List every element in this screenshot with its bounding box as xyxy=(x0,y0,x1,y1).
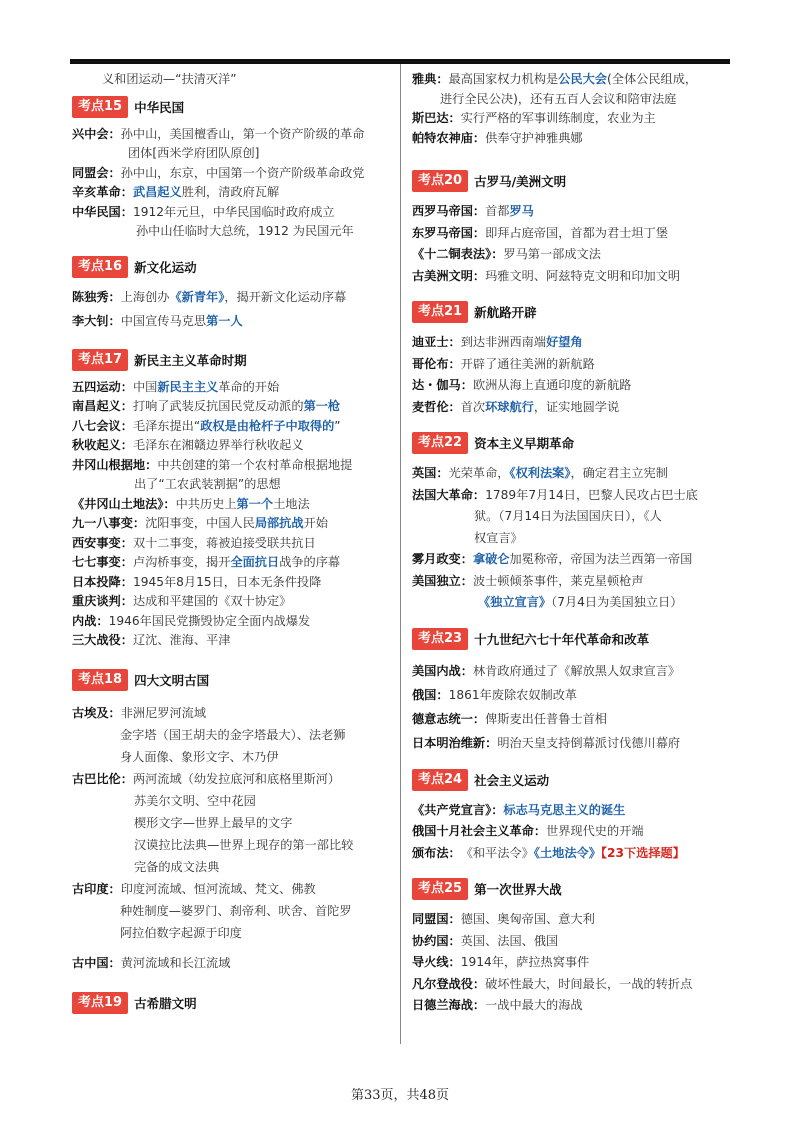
entry-label: 日本投降： xyxy=(72,574,133,589)
section-21-heading xyxy=(412,301,730,323)
entry-text: 欧洲从海上直通印度的新航路 xyxy=(472,378,632,392)
entry-wuyue xyxy=(412,549,730,571)
section-title: 第一次世界大战 xyxy=(474,882,562,897)
entry-lidazhao xyxy=(72,309,394,333)
section-19 xyxy=(72,992,394,1014)
entry-label: 西罗马帝国： xyxy=(412,204,486,218)
entry-label: 南昌起义： xyxy=(72,399,133,413)
section-25 xyxy=(412,878,730,1017)
entry-label: 英国： xyxy=(412,466,449,480)
entry-yadian xyxy=(412,70,730,90)
entry-continuation: 种姓制度—婆罗门、刹帝利、吠舍、首陀罗 xyxy=(120,903,352,918)
entry-eguo xyxy=(412,683,730,707)
entry-faguo xyxy=(412,485,730,507)
entry-text: 卢沟桥事变，揭开 xyxy=(132,555,231,569)
section-20-heading xyxy=(412,170,730,192)
highlight: 《新青年》 xyxy=(169,289,225,304)
section-title: 社会主义运动 xyxy=(474,772,550,788)
entry-label: 西安事变： xyxy=(72,535,133,550)
entry-neizhan xyxy=(72,612,394,632)
entry-deyizhi xyxy=(412,707,730,731)
entry-text: 印度河流域、恒河流域、梵文、佛教 xyxy=(120,881,316,896)
entry-text: 林肯政府通过了《解放黑人奴隶宣言》 xyxy=(472,663,681,678)
entry-text: 毛泽东提出“ xyxy=(132,418,201,433)
section-20 xyxy=(412,170,730,287)
entry-text: 波士顿倾茶事件，莱克星顿枪声 xyxy=(472,573,644,588)
entry-ribentouxiang xyxy=(72,573,394,593)
entry-fanerdeng xyxy=(412,974,730,996)
entry-label: 斯巴达： xyxy=(412,111,461,125)
section-17-heading xyxy=(72,349,394,371)
highlight: 《权利法案》 xyxy=(509,466,571,480)
entry-meiguoneizhan xyxy=(412,659,730,683)
entry-gu-yindu xyxy=(72,878,394,900)
entry-label: 三大战役： xyxy=(72,633,133,647)
entry-dongluoma xyxy=(412,223,730,245)
section-16-heading xyxy=(72,256,394,278)
exam-tag: 【23下选择题】 xyxy=(600,845,685,860)
entry-text: ” xyxy=(334,418,341,433)
entry-text: 打响了武装反抗国民党反动派的 xyxy=(132,399,304,413)
section-title: 古罗马/美洲文明 xyxy=(474,174,567,189)
entry-gu-babilun xyxy=(72,768,394,790)
entry-text: 两河流域（幼发拉底河和底格里斯河） xyxy=(132,771,341,786)
entry-text: 最高国家权力机构是 xyxy=(448,72,559,86)
page-number: 第33页，共48页 xyxy=(350,1088,450,1103)
entry-text: 孙中山，美国檀香山，第一个资产阶级的革命 xyxy=(120,126,365,141)
highlight: 好望角 xyxy=(546,335,583,349)
section-title: 古希腊文明 xyxy=(134,995,197,1011)
entry-xingzhonghui xyxy=(72,125,394,145)
entry-label: 协约国： xyxy=(412,933,461,948)
entry-label: 美国独立： xyxy=(412,573,473,588)
section-badge: 考点25 xyxy=(412,878,468,900)
entry-text: 1945年8月15日，日本无条件投降 xyxy=(132,574,322,589)
entry-tongmengguo xyxy=(412,909,730,931)
entry-text: 中共创建的第一个农村革命根据地提 xyxy=(157,457,353,472)
entry-sandazhanyi xyxy=(72,631,394,651)
entry-banbufa xyxy=(412,843,730,865)
column-divider xyxy=(400,64,401,1044)
entry-text: 胜利，清政府瓦解 xyxy=(181,185,280,199)
entry-text: 达成和平建国的《双十协定》 xyxy=(132,594,292,608)
entry-text: ，确定君主立宪制 xyxy=(570,466,668,480)
entry-text: 战争的序幕 xyxy=(279,555,341,569)
highlight: 罗马 xyxy=(509,204,534,218)
entry-yingguo xyxy=(412,463,730,485)
highlight: 《土地法令》 xyxy=(533,845,601,860)
entry-text: 沈阳事变，中国人民 xyxy=(145,516,255,530)
entry-text: 玛雅文明、阿兹特克文明和印加文明 xyxy=(485,268,681,283)
entry-sibada xyxy=(412,109,730,129)
entry-text: 革命的开始 xyxy=(218,379,280,394)
entry-label: 俄国十月社会主义革命： xyxy=(412,824,547,838)
entry-label: 俄国： xyxy=(412,687,449,702)
entry-text: 俾斯麦出任普鲁士首相 xyxy=(485,711,607,726)
section-22 xyxy=(412,432,730,614)
entry-label: 哥伦布： xyxy=(412,356,461,371)
section-18-heading xyxy=(72,669,394,691)
entry-shiertongbiaofa xyxy=(412,244,730,266)
entry-continuation: 楔形文字—世界上最早的文字 xyxy=(134,815,293,830)
entry-continuation: 权宣言》 xyxy=(474,530,523,545)
entry-gu-zhongguo xyxy=(72,952,394,974)
entry-continuation: 团体[西米学府团队原创] xyxy=(128,146,260,160)
entry-text: 中国宣传马克思 xyxy=(120,313,207,328)
entry-text: 1861年废除农奴制改革 xyxy=(448,687,578,702)
section-title: 新民主主义革命时期 xyxy=(134,352,247,368)
entry-text: 1914年，萨拉热窝事件 xyxy=(460,955,590,969)
entry-text: 1912年元旦，中华民国临时政府成立 xyxy=(132,204,335,219)
highlight: 第一枪 xyxy=(303,399,341,413)
entry-label: 重庆谈判： xyxy=(72,594,133,608)
highlight: 环球航行 xyxy=(485,399,534,414)
left-column xyxy=(72,70,394,1021)
section-22-heading xyxy=(412,432,730,454)
entry-label: 七七事变： xyxy=(72,555,133,569)
entry-baqi xyxy=(72,417,394,437)
highlight: 拿破仑 xyxy=(472,552,510,566)
entry-maizhelun xyxy=(412,397,730,419)
section-badge: 考点23 xyxy=(412,628,468,650)
entry-diyashi xyxy=(412,332,730,354)
entry-text: ，揭开新文化运动序幕 xyxy=(224,289,347,304)
entry-continuation: 苏美尔文明、空中花园 xyxy=(134,793,256,808)
intro-line: 义和团运动—“扶清灭洋” xyxy=(102,72,237,86)
entry-label: 同盟会： xyxy=(72,165,121,180)
entry-label: 李大钊： xyxy=(72,313,121,328)
entry-text: 开辟了通往美洲的新航路 xyxy=(460,356,595,371)
section-19-heading xyxy=(72,992,394,1014)
entry-chenduxiu xyxy=(72,285,394,309)
entry-nanchang xyxy=(72,397,394,417)
entry-text: 土地法 xyxy=(273,496,310,511)
entry-text: 辽沈、淮海、平津 xyxy=(132,633,231,647)
entry-label: 五四运动： xyxy=(72,379,133,394)
entry-continuation: 出了“工农武装割据”的思想 xyxy=(134,477,281,491)
entry-text: 毛泽东在湘赣边界举行秋收起义 xyxy=(132,438,304,452)
section-15-heading xyxy=(72,96,394,118)
entry-qiqi xyxy=(72,553,394,573)
section-title: 十九世纪六七十年代革命和改革 xyxy=(474,631,650,647)
entry-text: 明治天皇支持倒幕派讨伐德川幕府 xyxy=(497,735,681,750)
entry-label: 迪亚士： xyxy=(412,335,461,349)
section-badge: 考点21 xyxy=(412,301,468,323)
section-17 xyxy=(72,349,394,651)
entry-text: 英国、法国、俄国 xyxy=(460,933,559,948)
entry-text: 即拜占庭帝国，首都为君士坦丁堡 xyxy=(485,225,668,240)
entry-text: ，证实地圆学说 xyxy=(533,399,620,414)
entry-dajiama xyxy=(412,375,730,397)
entry-label: 辛亥革命： xyxy=(72,185,133,199)
entry-text: 《和平法令》 xyxy=(460,845,534,860)
entry-continuation xyxy=(412,592,730,614)
entry-label: 古埃及： xyxy=(72,705,121,720)
entry-patenong xyxy=(412,129,730,149)
entry-text: 加冕称帝，帝国为法兰西第一帝国 xyxy=(509,552,693,566)
entry-tudifa xyxy=(72,495,394,515)
entry-text: 德国、奥匈帝国、意大利 xyxy=(460,912,595,926)
entry-text: 孙中山，东京，中国第一个资产阶级革命政党 xyxy=(120,165,365,180)
entry-text: 中共历史上 xyxy=(175,496,237,511)
entry-label: 井冈山根据地： xyxy=(72,457,158,472)
section-badge: 考点15 xyxy=(72,96,128,118)
section-title: 资本主义早期革命 xyxy=(474,436,575,451)
entry-label: 达・伽马： xyxy=(412,378,473,392)
entry-gelunbu xyxy=(412,354,730,376)
entry-label: 《十二铜表法》： xyxy=(412,247,504,261)
right-column xyxy=(412,70,730,1017)
section-title: 新航路开辟 xyxy=(474,305,537,320)
entry-gu-aiji xyxy=(72,702,394,724)
highlight: 局部抗战 xyxy=(254,516,304,530)
entry-gumeizhou xyxy=(412,266,730,288)
entry-text: 破坏性最大，时间最长，一战的转折点 xyxy=(485,976,693,991)
section-title: 中华民国 xyxy=(134,99,185,115)
section-badge: 考点20 xyxy=(412,170,468,192)
section-badge: 考点24 xyxy=(412,769,468,791)
entry-label: 古印度： xyxy=(72,881,121,896)
entry-continuation: 汉谟拉比法典—世界上现存的第一部比较 xyxy=(134,837,354,852)
entry-daohuoxian xyxy=(412,952,730,974)
entry-text: 1789年7月14日，巴黎人民攻占巴士底 xyxy=(485,487,698,502)
entry-text: 上海创办 xyxy=(120,289,170,304)
section-title: 新文化运动 xyxy=(134,259,197,275)
entry-label: 中华民国： xyxy=(72,204,133,219)
section-24-heading xyxy=(412,769,730,791)
section-16 xyxy=(72,256,394,333)
section-24 xyxy=(412,769,730,865)
entry-chongqing xyxy=(72,592,394,612)
highlight: 全面抗日 xyxy=(230,555,280,569)
entry-label: 帕特农神庙： xyxy=(412,130,486,145)
entry-text: 世界现代史的开端 xyxy=(546,824,644,838)
entry-xian xyxy=(72,534,394,554)
entry-label: 陈独秀： xyxy=(72,289,121,304)
entry-qiushou xyxy=(72,436,394,456)
highlight: 武昌起义 xyxy=(132,185,182,199)
section-15 xyxy=(72,96,394,242)
entry-continuation: 金字塔（国王胡夫的金字塔最大）、法老狮 xyxy=(120,727,346,742)
entry-text: 罗马第一部成文法 xyxy=(503,247,601,261)
entry-label: 《共产党宣言》： xyxy=(412,802,504,817)
entry-label: 东罗马帝国： xyxy=(412,225,486,240)
section-21 xyxy=(412,301,730,418)
entry-mingzhi xyxy=(412,731,730,755)
section-badge: 考点19 xyxy=(72,992,128,1014)
entry-wusi xyxy=(72,378,394,398)
highlight: 第一个 xyxy=(236,496,274,511)
entry-text: 光荣革命， xyxy=(448,466,510,480)
entry-text: 中国 xyxy=(132,379,158,394)
entry-xiluoma xyxy=(412,201,730,223)
entry-zhonghuaminguo xyxy=(72,203,394,223)
section-title: 四大文明古国 xyxy=(134,672,210,688)
highlight: 《独立宣言》 xyxy=(478,595,552,609)
entry-label: 雅典： xyxy=(412,72,449,86)
entry-continuation: 进行全民公决)，还有五百人会议和陪审法庭 xyxy=(440,91,677,106)
entry-continuation: 阿拉伯数字起源于印度 xyxy=(120,925,242,940)
entry-text: 非洲尼罗河流域 xyxy=(120,705,207,720)
entry-tongmenghui xyxy=(72,164,394,184)
entry-xieyueguo xyxy=(412,931,730,953)
entry-jinggangshan xyxy=(72,456,394,476)
section-badge: 考点22 xyxy=(412,432,468,454)
entry-text: 供奉守护神雅典娜 xyxy=(485,130,583,145)
entry-text: 到达非洲西南端 xyxy=(460,335,547,349)
entry-meiguoduli xyxy=(412,571,730,593)
entry-label: 麦哲伦： xyxy=(412,399,461,414)
entry-label: 内战： xyxy=(72,613,109,628)
highlight: 第一人 xyxy=(206,313,243,328)
entry-label: 古美洲文明： xyxy=(412,268,486,283)
entry-label: 导火线： xyxy=(412,955,461,969)
entry-continuation: 身人面像、象形文字、木乃伊 xyxy=(120,749,279,764)
entry-label: 美国内战： xyxy=(412,663,473,678)
entry-text: 实行严格的军事训练制度，农业为主 xyxy=(460,111,656,125)
entry-xinhai xyxy=(72,183,394,203)
entry-jiuyiba xyxy=(72,514,394,534)
entry-label: 兴中会： xyxy=(72,126,121,141)
entry-text: 首都 xyxy=(485,204,510,218)
highlight: 标志马克思主义的诞生 xyxy=(503,802,626,817)
entry-text: 首次 xyxy=(460,399,486,414)
entry-label: 《井冈山土地法》： xyxy=(72,496,176,511)
entry-label: 九一八事变： xyxy=(72,516,146,530)
entry-text: （7月4日为美国独立日） xyxy=(551,595,683,609)
entry-text: 开始 xyxy=(303,516,328,530)
entry-label: 秋收起义： xyxy=(72,438,133,452)
entry-text: (全体公民组成， xyxy=(607,72,698,86)
entry-label: 古中国： xyxy=(72,955,121,970)
entry-gongchandang xyxy=(412,800,730,822)
entry-label: 八七会议： xyxy=(72,418,133,433)
entry-label: 德意志统一： xyxy=(412,711,486,726)
entry-label: 同盟国： xyxy=(412,912,461,926)
section-25-heading xyxy=(412,878,730,900)
section-badge: 考点18 xyxy=(72,669,128,691)
section-badge: 考点17 xyxy=(72,349,128,371)
section-badge: 考点16 xyxy=(72,256,128,278)
entry-ridelan xyxy=(412,995,730,1017)
entry-shiyuegeming xyxy=(412,821,730,843)
entry-label: 日本明治维新： xyxy=(412,735,498,750)
entry-continuation: 完备的成文法典 xyxy=(134,859,220,874)
entry-label: 凡尔登战役： xyxy=(412,976,486,991)
entry-text: 黄河流域和长江流域 xyxy=(120,955,231,970)
entry-text: 1946年国民党撕毁协定全面内战爆发 xyxy=(108,613,311,628)
entry-continuation: 狱。（7月14日为法国国庆日），《人 xyxy=(474,509,662,523)
section-18 xyxy=(72,669,394,974)
section-23-heading xyxy=(412,628,730,650)
entry-text: 双十二事变，蒋被迫接受联共抗日 xyxy=(132,535,316,550)
highlight: 新民主主义 xyxy=(157,379,219,394)
entry-label: 日德兰海战： xyxy=(412,998,486,1012)
highlight: 公民大会 xyxy=(558,72,607,86)
entry-text: 一战中最大的海战 xyxy=(485,998,583,1012)
entry-label: 法国大革命： xyxy=(412,487,486,502)
entry-continuation: 孙中山任临时大总统，1912 为民国元年 xyxy=(136,224,354,238)
entry-label: 雾月政变： xyxy=(412,552,473,566)
entry-label: 颁布法： xyxy=(412,845,461,860)
section-23 xyxy=(412,628,730,755)
highlight: 政权是由枪杆子中取得的 xyxy=(200,418,335,433)
entry-label: 古巴比伦： xyxy=(72,771,133,786)
